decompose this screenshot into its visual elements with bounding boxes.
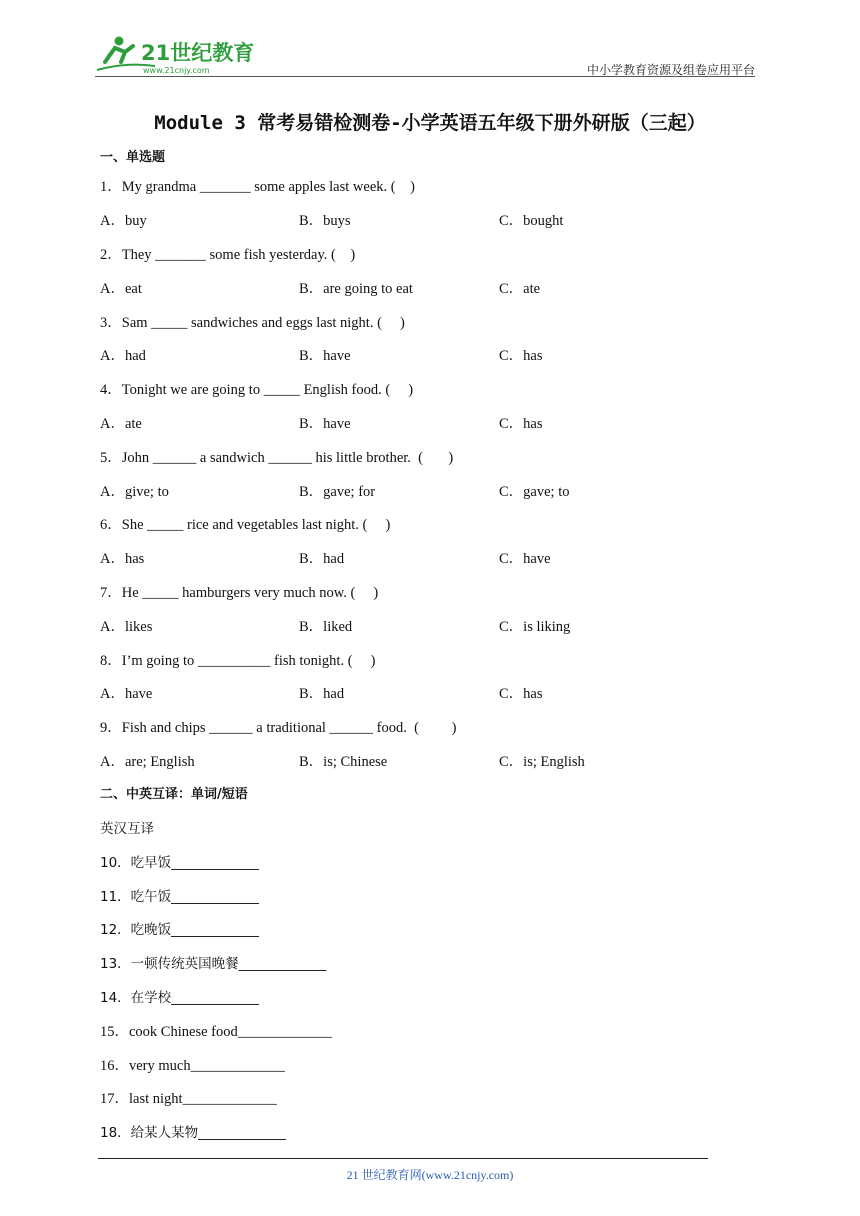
option-c: C．bought [499, 213, 564, 229]
option-b: B．have [299, 348, 351, 364]
option-c: C．have [499, 551, 551, 567]
option-b: B．have [299, 416, 351, 432]
section-instruction: 英汉互译 [100, 821, 154, 837]
option-c: C．has [499, 416, 543, 432]
header-divider [95, 76, 755, 77]
translation-item: 10．吃早饭_____________ [100, 855, 259, 871]
page-title: Module 3 常考易错检测卷-小学英语五年级下册外研版（三起） [154, 112, 706, 134]
translation-item: 16．very much_____________ [100, 1058, 285, 1074]
option-a: A．ate [100, 416, 142, 432]
question-stem: 3．Sam _____ sandwiches and eggs last night. ( ) [100, 315, 405, 331]
option-b: B．gave; for [299, 484, 376, 500]
question-stem: 8．I’m going to __________ fish tonight. ( ) [100, 653, 376, 669]
translation-item: 18．给某人某物_____________ [100, 1125, 286, 1141]
translation-item: 17．last night_____________ [100, 1091, 277, 1107]
question-stem: 7．He _____ hamburgers very much now. ( ) [100, 585, 379, 601]
option-a: A．have [100, 686, 153, 702]
logo-text: 21世纪教育 [141, 41, 255, 65]
option-c: C．is liking [499, 619, 571, 635]
option-b: B．is; Chinese [299, 754, 388, 770]
option-b: B．buys [299, 213, 351, 229]
footer-divider [98, 1158, 708, 1159]
logo-url: www.21cnjy.com [143, 66, 210, 75]
option-a: A．likes [100, 619, 153, 635]
option-c: C．ate [499, 281, 541, 297]
option-b: B．had [299, 551, 345, 567]
page-header [95, 32, 755, 78]
question-stem: 4．Tonight we are going to _____ English food. ( ) [100, 382, 414, 398]
option-a: A．buy [100, 213, 147, 229]
question-stem: 2．They _______ some fish yesterday. ( ) [100, 247, 356, 263]
translation-item: 15．cook Chinese food_____________ [100, 1024, 332, 1040]
option-c: C．has [499, 686, 543, 702]
site-logo [95, 32, 265, 76]
translation-item: 12．吃晚饭_____________ [100, 922, 259, 938]
option-a: A．are; English [100, 754, 195, 770]
question-stem: 1．My grandma _______ some apples last week. ( ) [100, 179, 415, 195]
translation-item: 14．在学校_____________ [100, 990, 259, 1006]
question-stem: 9．Fish and chips ______ a traditional ______ food. ( ) [100, 720, 457, 736]
option-a: A．give; to [100, 484, 169, 500]
option-b: B．liked [299, 619, 353, 635]
section-heading-2: 二、中英互译：单词/短语 [100, 787, 248, 802]
translation-item: 11．吃午饭_____________ [100, 889, 259, 905]
section-heading-1: 一、单选题 [100, 150, 166, 165]
option-c: C．gave; to [499, 484, 570, 500]
footer-link[interactable]: 21 世纪教育网(www.21cnjy.com) [346, 1168, 514, 1182]
option-c: C．is; English [499, 754, 585, 770]
question-stem: 5．John ______ a sandwich ______ his little brother. ( ) [100, 450, 454, 466]
option-c: C．has [499, 348, 543, 364]
option-a: A．has [100, 551, 145, 567]
header-platform-text: 中小学教育资源及组卷应用平台 [586, 63, 755, 77]
question-stem: 6．She _____ rice and vegetables last night. ( ) [100, 517, 391, 533]
option-a: A．had [100, 348, 146, 364]
option-b: B．are going to eat [299, 281, 413, 297]
option-b: B．had [299, 686, 345, 702]
option-a: A．eat [100, 281, 142, 297]
translation-item: 13．一顿传统英国晚餐_____________ [100, 956, 327, 972]
